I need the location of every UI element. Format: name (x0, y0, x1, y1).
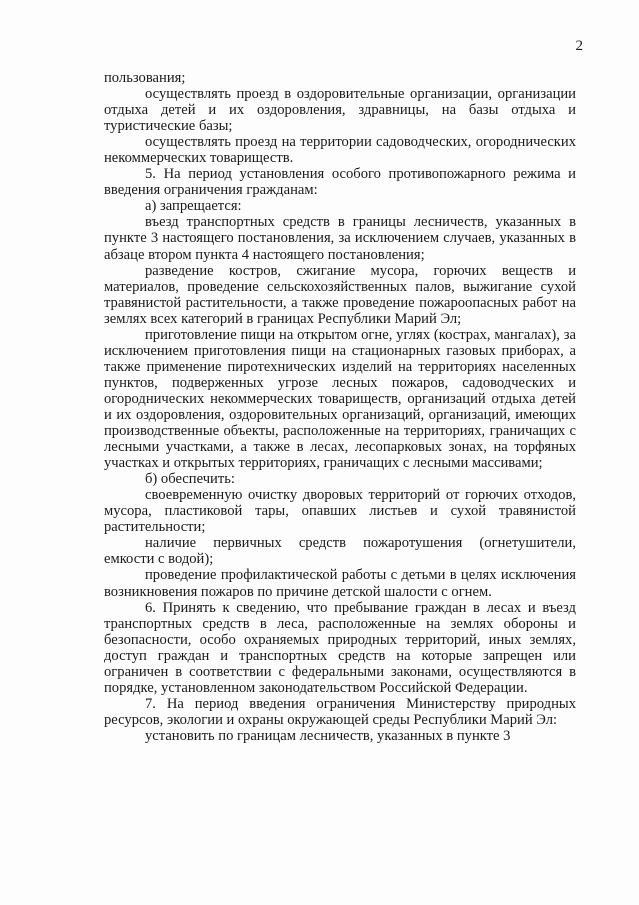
paragraph: въезд транспортных средств в границы лесничеств, указанных в пункте 3 настоящего постановления, за исключением случаев, указанных в абзаце втором пункта 4 настоящего постановления; (104, 214, 576, 263)
paragraph: установить по границам лесничеств, указанных в пункте 3 (145, 727, 511, 744)
paragraph: разведение костров, сжигание мусора, горючих веществ и материалов, проведение сельскохозяйственных палов, выжигание сухой травянистой растительности, а также проведение пожароопасных работ на землях всех категорий в границах Республики Марий Эл; (104, 262, 576, 327)
paragraph: осуществлять проезд на территории садоводческих, огороднических некоммерческих товариществ. (104, 134, 576, 167)
document-body (104, 70, 576, 744)
subitem-b: б) обеспечить: (145, 471, 235, 488)
paragraph: приготовление пищи на открытом огне, углях (кострах, мангалах), за исключением приготовления пищи на стационарных газовых приборах, а также применение пиротехнических изделий на территориях населенных пунктов, подверженных угрозе лесных пожаров, садоводческих и огороднических некоммерческих товариществ, организаций отдыха детей и их оздоровления, оздоровительных организаций, организаций, имеющих производственные объекты, расположенные на территориях, граничащих с лесными участками, а также в лесах, лесопарковых зонах, на торфяных участках и открытых территориях, граничащих с лесными массивами; (104, 326, 576, 472)
paragraph: осуществлять проезд в оздоровительные организации, организации отдыха детей и их оздоровления, здравницы, на базы отдыха и туристические базы; (104, 86, 576, 135)
paragraph: своевременную очистку дворовых территорий от горючих отходов, мусора, пластиковой тары, опавших листьев и сухой травянистой растительности; (104, 487, 576, 536)
subitem-a: а) запрещается: (145, 198, 242, 215)
paragraph: наличие первичных средств пожаротушения (огнетушители, емкости с водой); (104, 535, 576, 568)
paragraph-item-6: 6. Принять к сведению, что пребывание граждан в лесах и въезд транспортных средств в леса, расположенные на землях обороны и безопасности, особо охраняемых природных территорий, иных землях, доступ граждан и транспортных средств на которые запрещен или ограничен в соответствии с федеральными законами, осуществляются в порядке, установленном законодательством Российской Федерации. (104, 599, 576, 696)
paragraph: проведение профилактической работы с детьми в целях исключения возникновения пожаров по причине детской шалости с огнем. (104, 567, 576, 600)
paragraph: пользования; (104, 70, 186, 86)
paragraph-item-5: 5. На период установления особого противопожарного режима и введения ограничения гражданам: (104, 166, 576, 199)
paragraph-item-7: 7. На период введения ограничения Министерству природных ресурсов, экологии и охраны окружающей среды Республики Марий Эл: (104, 695, 576, 728)
page-number: 2 (575, 38, 583, 54)
